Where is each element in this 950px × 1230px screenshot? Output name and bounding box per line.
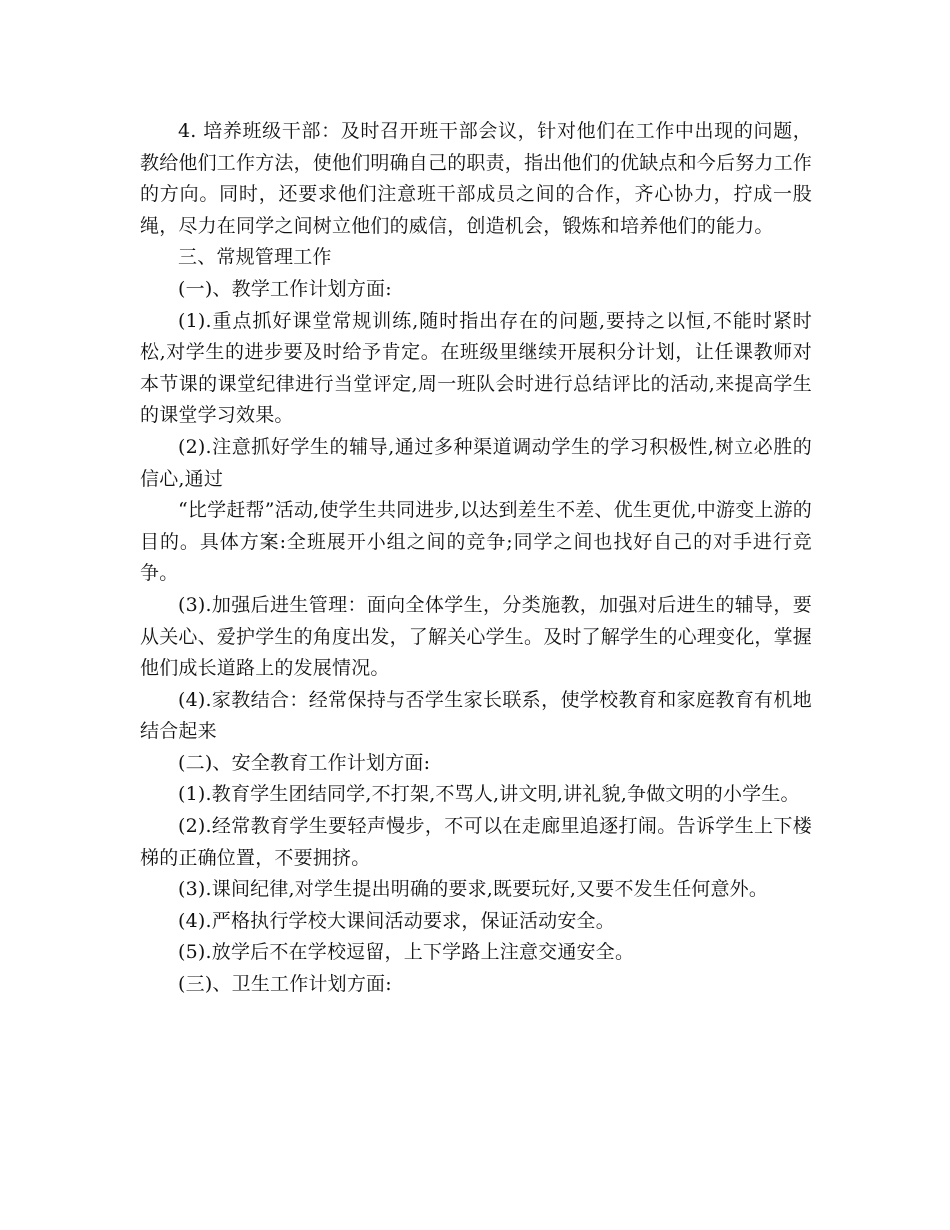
paragraph-class-cadres: 4. 培养班级干部：及时召开班干部会议，针对他们在工作中出现的问题，教给他们工作方法，使他们明确自己的职责，指出他们的优缺点和今后努力工作的方向。同时，还要求他们注意班干部成员之间的合作，齐心协力，拧成一股绳，尽力在同学之间树立他们的威信，创造机会，锻炼和培养他们的能力。	[140, 120, 813, 237]
subheading-teaching-plan: (一)、教学工作计划方面:	[178, 277, 392, 300]
heading-routine-management: 三、常规管理工作	[178, 246, 332, 269]
paragraph-safety-2: (2).经常教育学生要轻声慢步，不可以在走廊里追逐打闹。告诉学生上下楼梯的正确位置，不要拥挤。	[140, 815, 812, 869]
paragraph-teaching-3: (3).加强后进生管理：面向全体学生，分类施教，加强对后进生的辅导，要从关心、爱护学生的角度出发，了解关心学生。及时了解学生的心理变化，掌握他们成长道路上的发展情况。	[140, 593, 813, 680]
subheading-safety-plan: (二)、安全教育工作计划方面:	[178, 751, 431, 774]
paragraph-teaching-4: (4).家教结合：经常保持与否学生家长联系，使学校教育和家庭教育有机地结合起来	[140, 688, 812, 743]
paragraph-teaching-2-continued: “比学赶帮”活动,使学生共同进步,以达到差生不差、优生更优,中游变上游的目的。具体方案:全班展开小组之间的竞争;同学之间也找好自己的对手进行竞争。	[140, 499, 812, 585]
paragraph-teaching-1: (1).重点抓好课堂常规训练,随时指出存在的问题,要持之以恒,不能时紧时松,对学生的进步要及时给予肯定。在班级里继续开展积分计划，让任课教师对本节课的课堂纪律进行当堂评定,周一班队会时进行总结评比的活动,来提高学生的课堂学习效果。	[140, 309, 812, 427]
paragraph-safety-5: (5).放学后不在学校逗留，上下学路上注意交通安全。	[178, 941, 635, 964]
paragraph-teaching-2: (2).注意抓好学生的辅导,通过多种渠道调动学生的学习积极性,树立必胜的信心,通过	[140, 435, 812, 490]
paragraph-safety-3: (3).课间纪律,对学生提出明确的要求,既要玩好,又要不发生任何意外。	[178, 878, 769, 901]
document-body	[140, 116, 812, 1001]
paragraph-safety-1: (1).教育学生团结同学,不打架,不骂人,讲文明,讲礼貌,争做文明的小学生。	[178, 783, 800, 806]
subheading-hygiene-plan: (三)、卫生工作计划方面:	[178, 973, 392, 996]
paragraph-safety-4: (4).严格执行学校大课间活动要求，保证活动安全。	[178, 909, 615, 932]
